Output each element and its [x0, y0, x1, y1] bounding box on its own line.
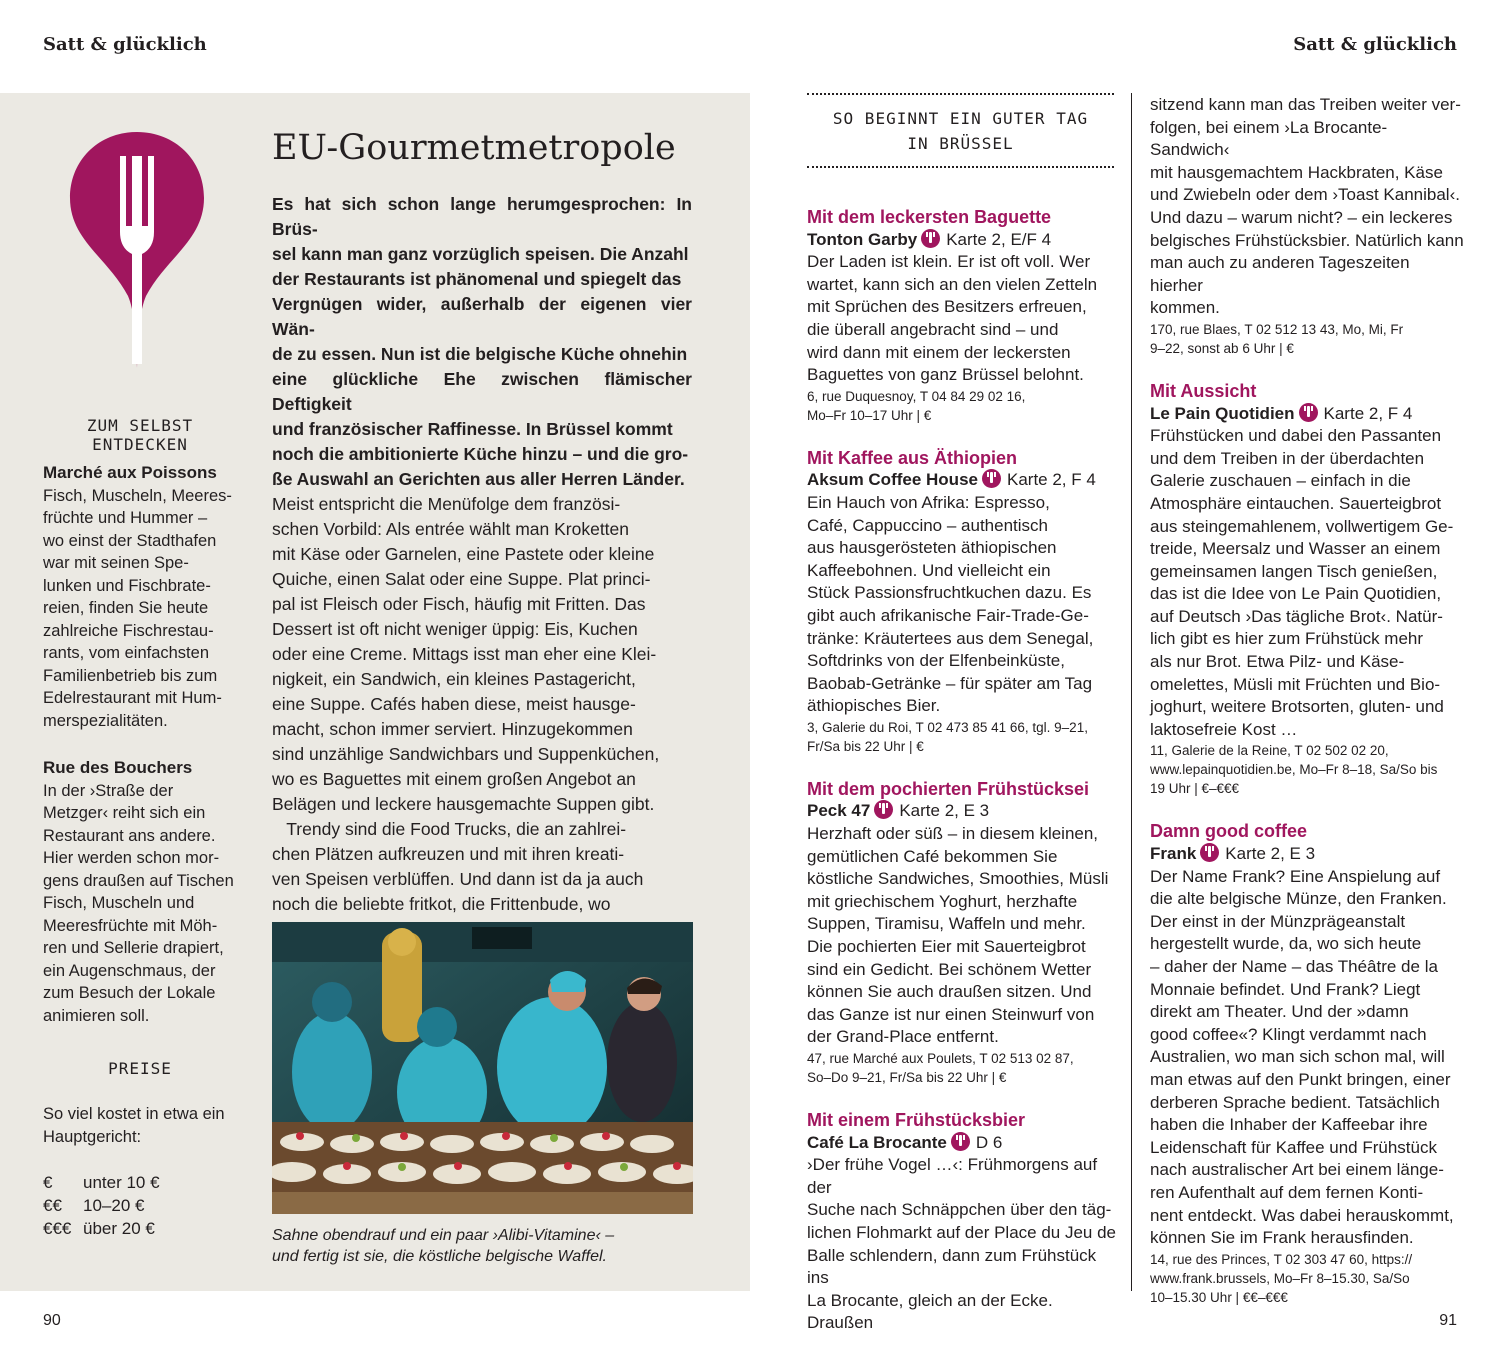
cafe-entry-aksum: Mit Kaffee aus Äthiopien Aksum Coffee House Karte 2, F 4 Ein Hauch von Afrika: Espresso, Café, Cappuccino – authentisch aus hausgerösteten äthiopischen Kaffeebohnen. Und vielleicht ein Stück Passionsfruchtkuchen dazu. Es gibt auch afrikanische Fair-Trade-Ge- tränke: Kräutertees aus dem Senegal, Softdrinks von der Elfenbeinküste, Baobab-Getränke – für später am Tag äthiopisches Bier. 3, Galerie du Roi, T 02 473 85 41 66, tgl. 9–21, Fr/Sa bis 22 Uhr | €	[807, 447, 1096, 754]
article-body: Es hat sich schon lange herumgesprochen: In Brüs- sel kann man ganz vorzüglich speisen. Die Anzahl der Restaurants ist phänomenal und spiegelt das Vergnügen wider, außerhalb der eigenen vier Wän- de zu essen. Nun ist die belgische Küche ohnehin eine glückliche Ehe zwischen flämischer Deftigkeit und französischer Raffinesse. In Brüssel kommt noch die ambitionierte Küche hinzu – und die gro- ße Auswahl an Gerichten aus aller Herren Länder. Meist entspricht die Menüfolge dem französi- schen Vorbild: Als entrée wählt man Kroketten mit Käse oder Garnelen, eine Pastete oder kleine Quiche, einen Salat oder eine Suppe. Plat princi- pal ist Fleisch oder Fisch, häufig mit Fritten. Das Dessert ist oft nicht weniger üppig: Eis, Kuchen oder eine Creme. Mittags isst man eher eine Klei- nigkeit, ein Sandwich, ein kleines Pastagericht, eine Suppe. Cafés haben diese, meist hausge- macht, schon immer serviert. Hinzugekommen sind unzählige Sandwichbars und Suppenküchen, wo es Baguettes mit einem großen Angebot an Belägen und leckere hausgemachte Suppen gibt. Trendy sind die Food Trucks, die an zahlrei- chen Plätzen aufkreuzen und mit ihren kreati- ven Speisen verblüffen. Und dann ist da ja auch noch die beliebte fritkot, die Frittenbude, wo	[272, 194, 692, 914]
article-title: EU-Gourmetmetropole	[272, 128, 676, 168]
fork-marker-icon	[1200, 843, 1219, 862]
fork-marker-icon	[982, 469, 1001, 488]
fork-marker-icon	[921, 229, 940, 248]
cafe-column-2	[1150, 94, 1465, 1329]
cafe-entry-la-brocante-continued: sitzend kann man das Treiben weiter ver- folgen, bei einem ›La Brocante-Sandwich‹ mit hausgemachtem Hackbraten, Käse und Zwiebeln oder dem ›Toast Kannibal‹. Und dazu – warum nicht? – ein leckeres belgisches Frühstücksbier. Natürlich kann man auch zu anderen Tageszeiten hierher kommen. 170, rue Blaes, T 02 512 13 43, Mo, Mi, Fr 9–22, sonst ab 6 Uhr | €	[1150, 95, 1464, 356]
column-divider	[1131, 93, 1132, 1291]
sidebar-entry-title: Marché aux Poissons	[43, 463, 217, 482]
waffle-stand-photo	[272, 922, 693, 1214]
running-head-left: Satt & glücklich	[43, 34, 207, 55]
photo-caption: Sahne obendrauf und ein paar ›Alibi-Vitamine‹ – und fertig ist sie, die köstliche belgische Waffel.	[272, 1227, 615, 1265]
price-row: € unter 10 €	[43, 1173, 160, 1192]
page-number-left: 90	[43, 1312, 61, 1329]
price-row: €€ 10–20 €	[43, 1196, 145, 1215]
price-table	[43, 1171, 160, 1240]
cafe-entry-peck-47: Mit dem pochierten Frühstücksei Peck 47 Karte 2, E 3 Herzhaft oder süß – in diesem kleinen, gemütlichen Café bekommen Sie köstliche Sandwiches, Smoothies, Müsli mit griechischem Yoghurt, herzhafte Suppen, Tiramisu, Waffeln und mehr. Die pochierten Eier mit Sauerteigbrot sind ein Gedicht. Bei schönem Wetter können Sie auch draußen sitzen. Und das Ganze ist nur einen Steinwurf von der Grand-Place entfernt. 47, rue Marché aux Poulets, T 02 513 02 87, So–Do 9–21, Fr/Sa bis 22 Uhr | €	[807, 778, 1109, 1085]
cafe-entry-tonton-garby: Mit dem leckersten Baguette Tonton Garby Karte 2, E/F 4 Der Laden ist klein. Er ist oft voll. Wer wartet, kann sich an den vielen Zetteln mit Sprüchen des Besitzers erfreuen, die überall angebracht sind – und wird dann mit einem der leckersten Baguettes von ganz Brüssel belohnt. 6, rue Duquesnoy, T 04 84 29 02 16, Mo–Fr 10–17 Uhr | €	[807, 207, 1098, 423]
dotted-rule-bottom	[807, 166, 1114, 168]
box-heading: SO BEGINNT EIN GUTER TAG IN BRÜSSEL	[832, 109, 1089, 153]
cafe-column-1	[807, 206, 1119, 1357]
sidebar-entry-title: Rue des Bouchers	[43, 758, 193, 777]
dotted-rule-top	[807, 93, 1114, 95]
sidebar-entry-poissons: Marché aux Poissons Fisch, Muscheln, Meeres- früchte und Hummer – wo einst der Stadthafen war mit seinen Spe- lunken und Fischbrate- reien, finden Sie heute zahlreiche Fischrestau- rants, vom einfachsten Familienbetrieb bis zum Edelrestaurant mit Hum- merspezialitäten.	[43, 462, 243, 732]
cafe-entry-le-pain-quotidien: Mit Aussicht Le Pain Quotidien Karte 2, F 4 Frühstücken und dabei den Passanten und dem Treiben in der überdachten Galerie zuschauen – einfach in die Atmosphäre eintauchen. Sauerteigbrot aus steingemahlenem, vollwertigem Ge- treide, Meersalz und Wasser an einem gemeinsamen langen Tisch genießen, das ist die Idee von Le Pain Quotidien, auf Deutsch ›Das tägliche Brot‹. Natür- lich gibt es hier zum Frühstück mehr als nur Brot. Etwa Pilz- und Käse- omelettes, Müsli mit Früchten und Bio- joghurt, weitere Brotsorten, gluten- und laktosefreie Kost … 11, Galerie de la Reine, T 02 502 02 20, www.lepainquotidien.be, Mo–Fr 8–18, Sa/So bis 19 Uhr | €–€€€	[1150, 380, 1454, 797]
fork-marker-icon	[1299, 403, 1318, 422]
running-head-right: Satt & glücklich	[1293, 34, 1457, 55]
cafe-entry-frank: Damn good coffee Frank Karte 2, E 3 Der Name Frank? Eine Anspielung auf die alte belgische Münze, den Franken. Der einst in der Münzprägeanstalt hergestellt wurde, da, wo sich heute – daher der Name – das Théâtre de la Monnaie befindet. Und Frank? Liegt direkt am Theater. Und der »damn good coffee«? Klingt verdammt nach Australien, wo man sich schon mal, will man etwas auf den Punkt bringen, einer derberen Sprache bedient. Tatsächlich haben die Inhaber der Kaffeebar ihre Leidenschaft für Kaffee und Frühstück nach australischer Art bei einem länge- ren Aufenthalt auf dem fernen Konti- nent entdeckt. Was dabei herauskommt, können Sie im Frank herausfinden. 14, rue des Princes, T 02 303 47 60, https:// www.frank.brussels, Mo–Fr 8–15.30, Sa/So 10–15.30 Uhr | €€–€€€	[1150, 821, 1454, 1305]
discover-heading: ZUM SELBST ENTDECKEN	[86, 416, 194, 454]
cafe-entry-la-brocante: Mit einem Frühstücksbier Café La Brocante D 6 ›Der frühe Vogel …‹: Frühmorgens auf der Suche nach Schnäppchen über den täg- lichen Flohmarkt auf der Place du Jeu de Balle schlendern, dann zum Frühstück ins La Brocante, gleich an der Ecke. Draußen	[807, 1110, 1117, 1333]
sidebar-entry-bouchers: Rue des Bouchers In der ›Straße der Metzger‹ reiht sich ein Restaurant ans andere. Hier werden schon mor- gens draußen auf Tischen Fisch, Muscheln und Meeresfrüchte mit Möh- ren und Sellerie drapiert, ein Augenschmaus, der zum Besuch der Lokale animieren soll.	[43, 757, 243, 1027]
price-row: €€€ über 20 €	[43, 1219, 155, 1238]
fork-marker-icon	[951, 1132, 970, 1151]
fork-pin-icon	[66, 128, 208, 370]
prices-heading: PREISE	[108, 1059, 172, 1078]
page-number-right: 91	[1439, 1312, 1457, 1329]
fork-marker-icon	[874, 800, 893, 819]
prices-intro: So viel kostet in etwa ein Hauptgericht:	[43, 1105, 225, 1146]
